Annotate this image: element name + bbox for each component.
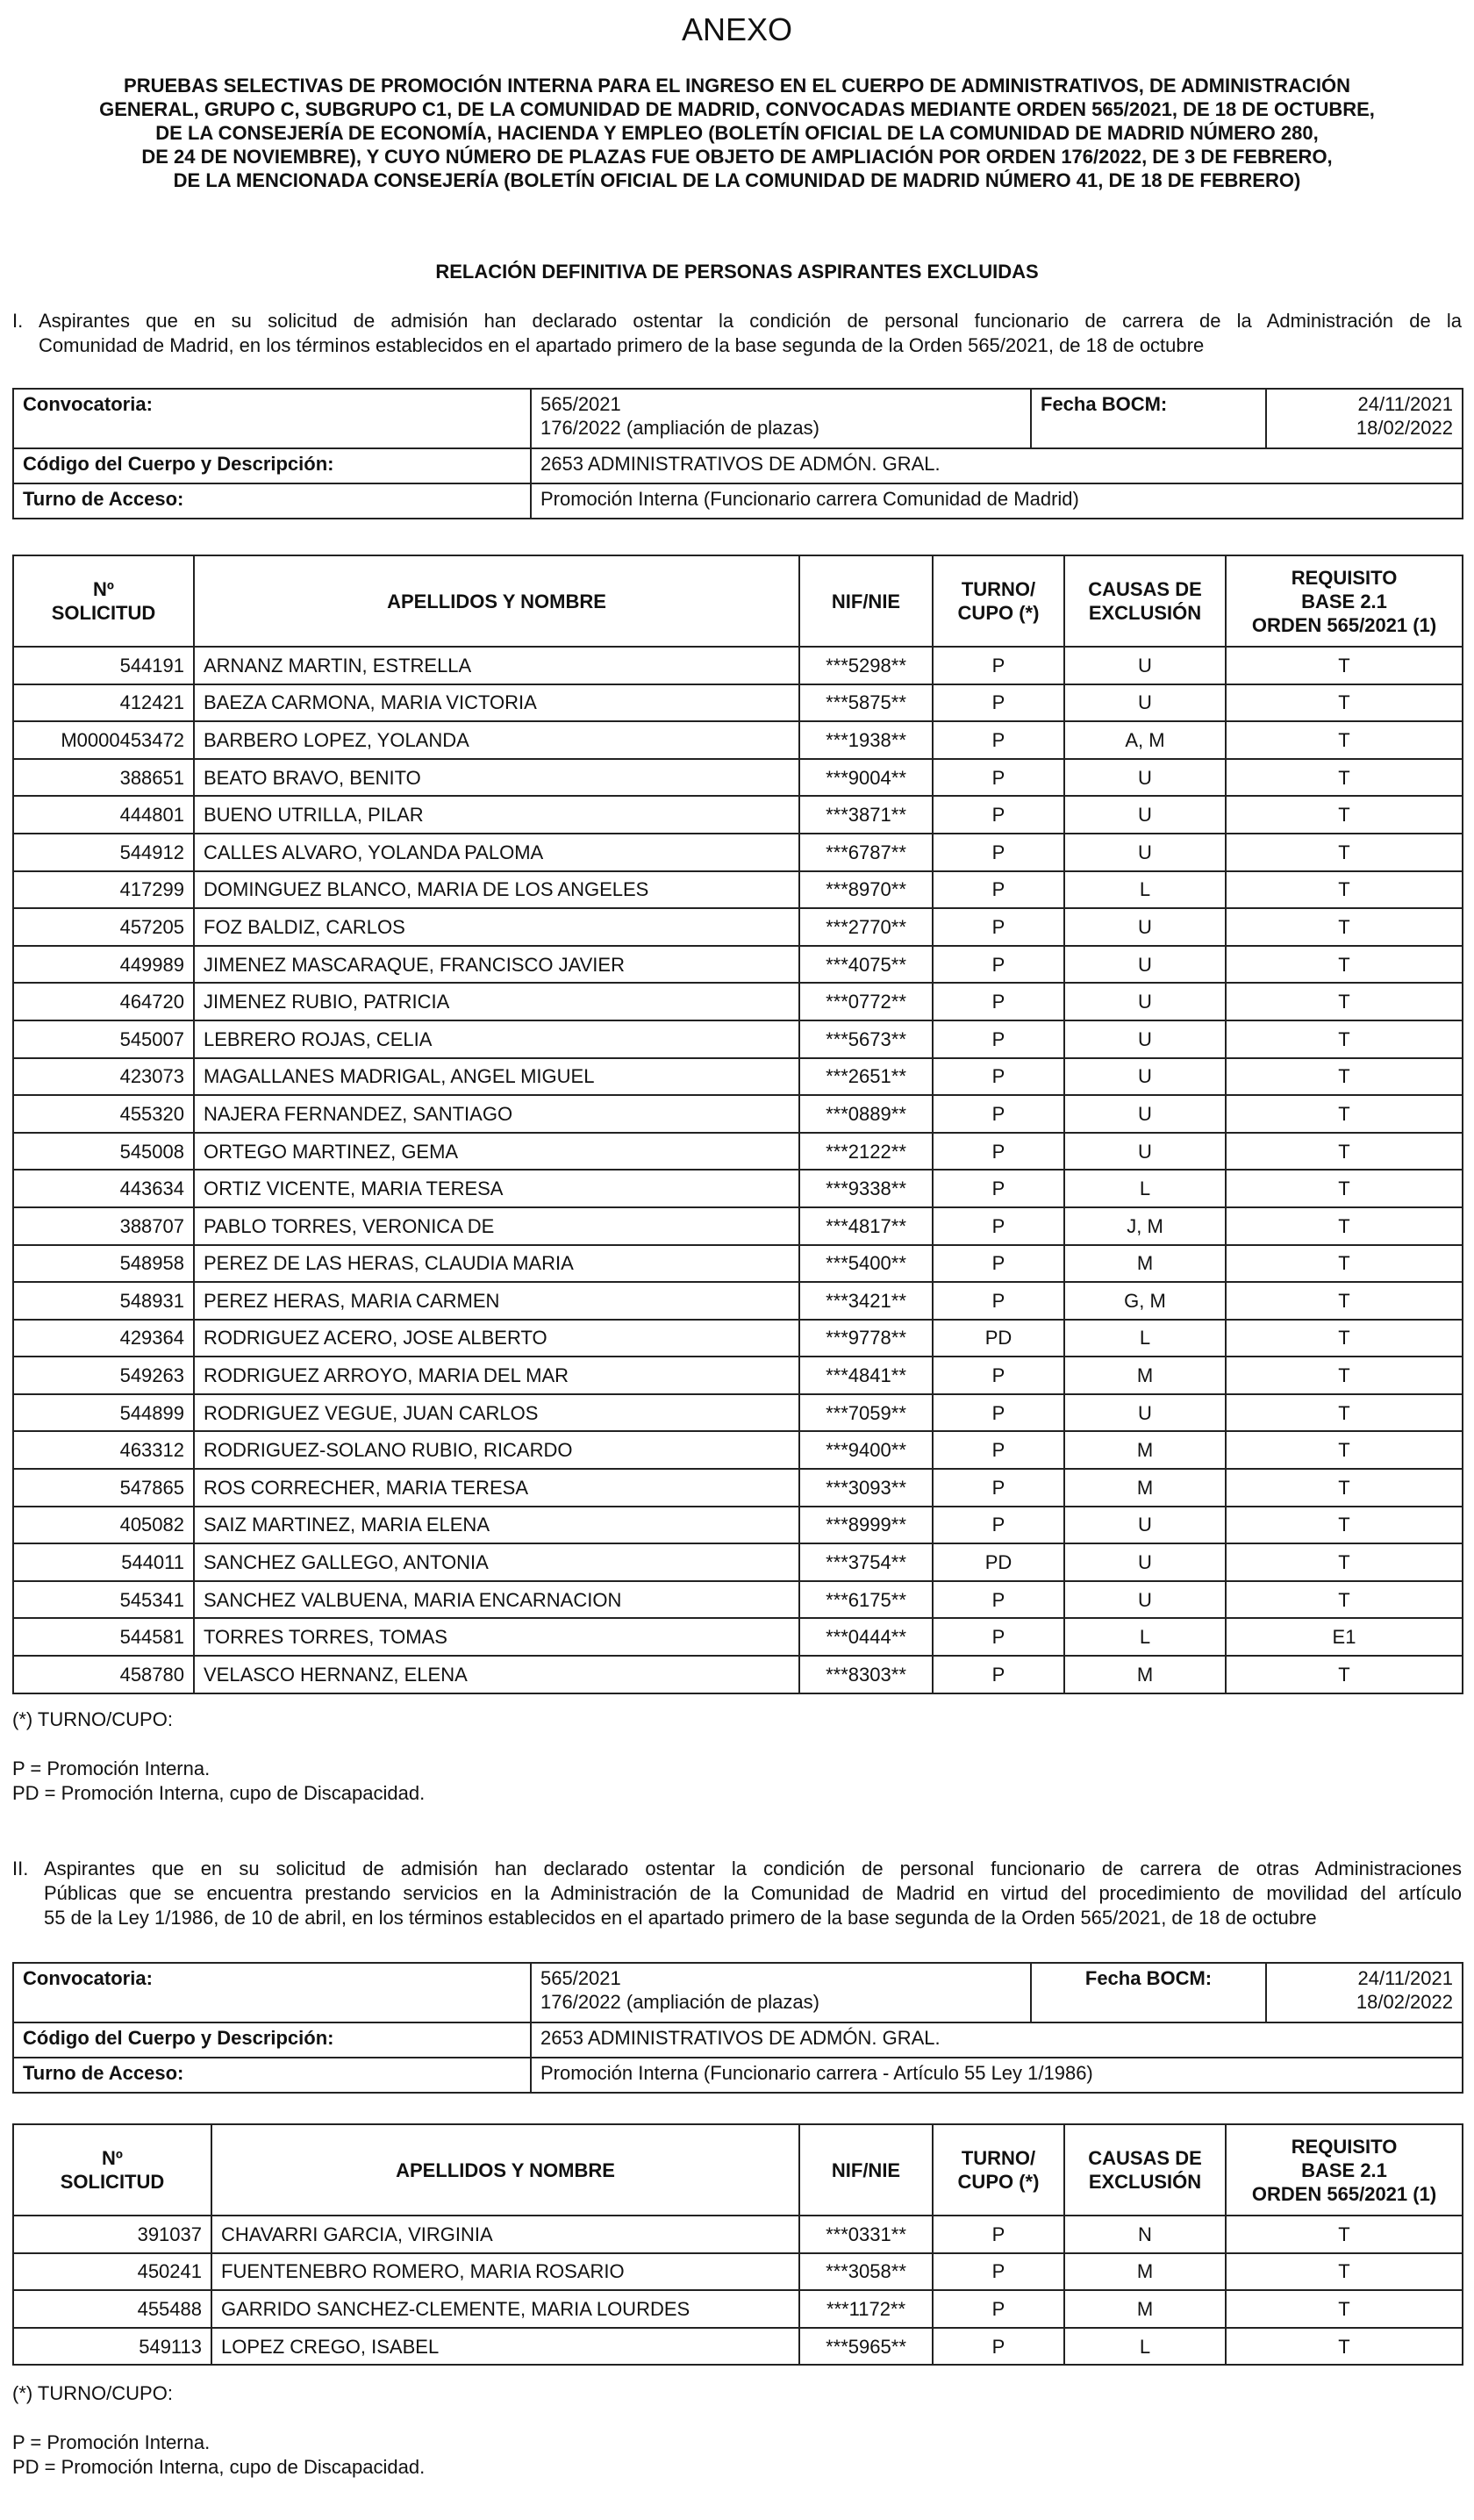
table-row — [13, 647, 1463, 684]
cell-solicitud: 423073 — [13, 1058, 194, 1096]
cell-turno: P — [933, 759, 1064, 797]
cell-nif: ***8999** — [799, 1507, 933, 1544]
cell-solicitud: 545008 — [13, 1133, 194, 1171]
cell-solicitud: 544011 — [13, 1543, 194, 1581]
cell-turno: P — [933, 1170, 1064, 1207]
fecha-line: 24/11/2021 — [1357, 1967, 1453, 1989]
cell-turno: P — [933, 1058, 1064, 1096]
cell-requisito: T — [1226, 1020, 1463, 1058]
cell-requisito: T — [1226, 871, 1463, 909]
list-subheading: RELACIÓN DEFINITIVA DE PERSONAS ASPIRANTES EXCLUIDAS — [435, 261, 1039, 283]
cell-solicitud: 412421 — [13, 684, 194, 722]
table-row — [13, 1431, 1463, 1469]
cell-causas: U — [1064, 834, 1226, 871]
cell-nombre: PEREZ HERAS, MARIA CARMEN — [194, 1282, 799, 1320]
cell-requisito: T — [1226, 759, 1463, 797]
cell-solicitud: 544912 — [13, 834, 194, 871]
codigo-value: 2653 ADMINISTRATIVOS DE ADMÓN. GRAL. — [531, 448, 1463, 483]
table-row — [13, 1170, 1463, 1207]
cell-solicitud: 544899 — [13, 1394, 194, 1432]
section-2-numeral: II. — [12, 1858, 29, 1879]
cell-solicitud: 449989 — [13, 946, 194, 984]
cell-nombre: LEBRERO ROJAS, CELIA — [194, 1020, 799, 1058]
turno-acceso-label: Turno de Acceso: — [13, 2058, 531, 2093]
p-definition: P = Promoción Interna. — [12, 2431, 211, 2453]
cell-solicitud: 544191 — [13, 647, 194, 684]
cell-requisito: T — [1226, 1282, 1463, 1320]
cell-nombre: TORRES TORRES, TOMAS — [194, 1618, 799, 1656]
table-row — [13, 2253, 1463, 2291]
section-1-info-table — [12, 388, 1463, 519]
cell-causas: U — [1064, 908, 1226, 946]
convocatoria-label: Convocatoria: — [13, 1963, 531, 2022]
section-2-intro — [12, 1857, 1462, 1930]
section-1-notes — [12, 1707, 425, 1806]
cell-nombre: PABLO TORRES, VERONICA DE — [194, 1207, 799, 1245]
cell-nif: ***3421** — [799, 1282, 933, 1320]
cell-nombre: SANCHEZ GALLEGO, ANTONIA — [194, 1543, 799, 1581]
cell-nombre: RODRIGUEZ ACERO, JOSE ALBERTO — [194, 1320, 799, 1357]
fecha-bocm-value — [1266, 389, 1463, 448]
cell-requisito: T — [1226, 721, 1463, 759]
cell-nombre: DOMINGUEZ BLANCO, MARIA DE LOS ANGELES — [194, 871, 799, 909]
cell-turno: P — [933, 1394, 1064, 1432]
cell-causas: U — [1064, 983, 1226, 1020]
cell-requisito: T — [1226, 2328, 1463, 2366]
cell-requisito: T — [1226, 1507, 1463, 1544]
cell-requisito: T — [1226, 1207, 1463, 1245]
cell-turno: P — [933, 2328, 1064, 2366]
cell-nif: ***2770** — [799, 908, 933, 946]
intro-line: Aspirantes que en su solicitud de admisión han declarado ostentar la condición de personal funcionario de carrera de la Administración de la — [39, 310, 1462, 332]
cell-causas: U — [1064, 796, 1226, 834]
cell-causas: U — [1064, 1095, 1226, 1133]
cell-causas: U — [1064, 1507, 1226, 1544]
cell-solicitud: 458780 — [13, 1656, 194, 1693]
cell-causas: U — [1064, 1581, 1226, 1619]
cell-requisito: T — [1226, 1543, 1463, 1581]
cell-requisito: T — [1226, 908, 1463, 946]
annex-title: ANEXO — [681, 11, 793, 47]
col-requisito: REQUISITO BASE 2.1 ORDEN 565/2021 (1) — [1226, 555, 1463, 647]
cell-nombre: MAGALLANES MADRIGAL, ANGEL MIGUEL — [194, 1058, 799, 1096]
cell-nif: ***0331** — [799, 2216, 933, 2253]
cell-nombre: JIMENEZ RUBIO, PATRICIA — [194, 983, 799, 1020]
fecha-bocm-label: Fecha BOCM: — [1031, 389, 1266, 448]
table-row — [13, 1020, 1463, 1058]
table-header-row — [13, 2124, 1463, 2216]
cell-nombre: CHAVARRI GARCIA, VIRGINIA — [211, 2216, 799, 2253]
table-row — [13, 1207, 1463, 1245]
cell-requisito: T — [1226, 1245, 1463, 1283]
cell-turno: P — [933, 2253, 1064, 2291]
col-nif: NIF/NIE — [799, 2124, 933, 2216]
cell-causas: U — [1064, 946, 1226, 984]
cell-turno: P — [933, 796, 1064, 834]
table-row — [13, 946, 1463, 984]
table-row — [13, 871, 1463, 909]
cell-nif: ***3058** — [799, 2253, 933, 2291]
cell-turno: PD — [933, 1320, 1064, 1357]
turno-note-title: (*) TURNO/CUPO: — [12, 2382, 173, 2404]
col-requisito: REQUISITO BASE 2.1 ORDEN 565/2021 (1) — [1226, 2124, 1463, 2216]
cell-causas: U — [1064, 759, 1226, 797]
cell-solicitud: 548931 — [13, 1282, 194, 1320]
turno-acceso-value: Promoción Interna (Funcionario carrera - Artículo 55 Ley 1/1986) — [531, 2058, 1463, 2093]
cell-requisito: T — [1226, 1431, 1463, 1469]
table-row — [13, 1058, 1463, 1096]
cell-nif: ***6175** — [799, 1581, 933, 1619]
cell-nif: ***5673** — [799, 1020, 933, 1058]
cell-turno: P — [933, 908, 1064, 946]
cell-nombre: FOZ BALDIZ, CARLOS — [194, 908, 799, 946]
cell-requisito: T — [1226, 1394, 1463, 1432]
table-row — [13, 721, 1463, 759]
cell-nombre: RODRIGUEZ ARROYO, MARIA DEL MAR — [194, 1357, 799, 1394]
cell-solicitud: 450241 — [13, 2253, 211, 2291]
convocatoria-label: Convocatoria: — [13, 389, 531, 448]
cell-turno: P — [933, 1095, 1064, 1133]
cell-solicitud: 388707 — [13, 1207, 194, 1245]
cell-nif: ***8303** — [799, 1656, 933, 1693]
col-causas: CAUSAS DE EXCLUSIÓN — [1064, 2124, 1226, 2216]
cell-nombre: BUENO UTRILLA, PILAR — [194, 796, 799, 834]
turno-acceso-label: Turno de Acceso: — [13, 483, 531, 519]
section-1-numeral: I. — [12, 310, 24, 332]
cell-causas: U — [1064, 1543, 1226, 1581]
cell-solicitud: 549113 — [13, 2328, 211, 2366]
cell-nombre: VELASCO HERNANZ, ELENA — [194, 1656, 799, 1693]
cell-causas: A, M — [1064, 721, 1226, 759]
section-2-info-table — [12, 1962, 1463, 2094]
cell-solicitud: 429364 — [13, 1320, 194, 1357]
cell-solicitud: 455488 — [13, 2290, 211, 2328]
cell-nif: ***7059** — [799, 1394, 933, 1432]
cell-turno: P — [933, 647, 1064, 684]
cell-nombre: SANCHEZ VALBUENA, MARIA ENCARNACION — [194, 1581, 799, 1619]
cell-causas: U — [1064, 1058, 1226, 1096]
cell-nombre: PEREZ DE LAS HERAS, CLAUDIA MARIA — [194, 1245, 799, 1283]
col-causas: CAUSAS DE EXCLUSIÓN — [1064, 555, 1226, 647]
cell-solicitud: 545007 — [13, 1020, 194, 1058]
cell-turno: P — [933, 1618, 1064, 1656]
cell-nombre: FUENTENEBRO ROMERO, MARIA ROSARIO — [211, 2253, 799, 2291]
table-row — [13, 684, 1463, 722]
cell-requisito: T — [1226, 1058, 1463, 1096]
turno-acceso-value: Promoción Interna (Funcionario carrera Comunidad de Madrid) — [531, 483, 1463, 519]
cell-causas: U — [1064, 647, 1226, 684]
cell-solicitud: 417299 — [13, 871, 194, 909]
cell-turno: P — [933, 2290, 1064, 2328]
table-row — [13, 2328, 1463, 2366]
cell-turno: P — [933, 1357, 1064, 1394]
pd-definition: PD = Promoción Interna, cupo de Discapacidad. — [12, 2456, 426, 2478]
cell-causas: L — [1064, 1170, 1226, 1207]
cell-requisito: T — [1226, 1656, 1463, 1693]
heading-line: DE LA MENCIONADA CONSEJERÍA (BOLETÍN OFICIAL DE LA COMUNIDAD DE MADRID NÚMERO 41, DE 18 DE FEBRERO) — [173, 169, 1301, 191]
cell-turno: P — [933, 1507, 1064, 1544]
cell-nif: ***1938** — [799, 721, 933, 759]
cell-nif: ***9778** — [799, 1320, 933, 1357]
intro-line: Aspirantes que en su solicitud de admisión han declarado ostentar la condición de personal funcionario de carrera de otras Administraciones — [44, 1858, 1462, 1879]
col-nombre: APELLIDOS Y NOMBRE — [194, 555, 799, 647]
cell-causas: L — [1064, 1320, 1226, 1357]
table-row — [13, 2290, 1463, 2328]
cell-turno: P — [933, 1581, 1064, 1619]
cell-causas: U — [1064, 1394, 1226, 1432]
cell-turno: P — [933, 946, 1064, 984]
cell-nif: ***0444** — [799, 1618, 933, 1656]
cell-requisito: T — [1226, 834, 1463, 871]
cell-nif: ***4075** — [799, 946, 933, 984]
cell-causas: M — [1064, 2290, 1226, 2328]
table-row — [13, 1095, 1463, 1133]
table-row — [13, 2216, 1463, 2253]
cell-nombre: BARBERO LOPEZ, YOLANDA — [194, 721, 799, 759]
codigo-value: 2653 ADMINISTRATIVOS DE ADMÓN. GRAL. — [531, 2022, 1463, 2058]
cell-nombre: RODRIGUEZ-SOLANO RUBIO, RICARDO — [194, 1431, 799, 1469]
fecha-bocm-value — [1266, 1963, 1463, 2022]
codigo-label: Código del Cuerpo y Descripción: — [13, 2022, 531, 2058]
table-row — [13, 1469, 1463, 1507]
table-row — [13, 1543, 1463, 1581]
cell-solicitud: 547865 — [13, 1469, 194, 1507]
cell-solicitud: 544581 — [13, 1618, 194, 1656]
cell-nif: ***9400** — [799, 1431, 933, 1469]
cell-causas: L — [1064, 1618, 1226, 1656]
table-row — [13, 1656, 1463, 1693]
table-row — [13, 1507, 1463, 1544]
col-turno: TURNO/ CUPO (*) — [933, 555, 1064, 647]
cell-nombre: NAJERA FERNANDEZ, SANTIAGO — [194, 1095, 799, 1133]
cell-turno: P — [933, 834, 1064, 871]
col-solicitud: Nº SOLICITUD — [13, 555, 194, 647]
cell-turno: P — [933, 1656, 1064, 1693]
p-definition: P = Promoción Interna. — [12, 1758, 211, 1779]
cell-solicitud: 405082 — [13, 1507, 194, 1544]
fecha-line: 24/11/2021 — [1357, 393, 1453, 415]
col-solicitud: Nº SOLICITUD — [13, 2124, 211, 2216]
document-heading — [0, 74, 1474, 192]
convocatoria-line: 176/2022 (ampliación de plazas) — [540, 417, 819, 439]
table-row — [13, 1618, 1463, 1656]
table-row — [13, 1581, 1463, 1619]
cell-turno: PD — [933, 1543, 1064, 1581]
cell-causas: U — [1064, 684, 1226, 722]
cell-solicitud: 463312 — [13, 1431, 194, 1469]
cell-nombre: ORTIZ VICENTE, MARIA TERESA — [194, 1170, 799, 1207]
cell-causas: L — [1064, 2328, 1226, 2366]
turno-note-title: (*) TURNO/CUPO: — [12, 1708, 173, 1730]
cell-nif: ***3871** — [799, 796, 933, 834]
cell-solicitud: 464720 — [13, 983, 194, 1020]
cell-nif: ***0889** — [799, 1095, 933, 1133]
section-1-rows — [13, 647, 1463, 1693]
cell-solicitud: 444801 — [13, 796, 194, 834]
cell-turno: P — [933, 1469, 1064, 1507]
cell-nif: ***5400** — [799, 1245, 933, 1283]
pd-definition: PD = Promoción Interna, cupo de Discapacidad. — [12, 1782, 426, 1804]
intro-line: Públicas que se encuentra prestando servicios en la Administración de la Comunidad de Madrid en virtud del procedimiento de movilidad del artículo — [44, 1882, 1462, 1904]
col-nif: NIF/NIE — [799, 555, 933, 647]
cell-solicitud: 443634 — [13, 1170, 194, 1207]
cell-causas: M — [1064, 1469, 1226, 1507]
cell-causas: M — [1064, 1656, 1226, 1693]
cell-nif: ***5298** — [799, 647, 933, 684]
cell-causas: G, M — [1064, 1282, 1226, 1320]
table-row — [13, 1320, 1463, 1357]
cell-turno: P — [933, 1282, 1064, 1320]
cell-requisito: T — [1226, 684, 1463, 722]
cell-turno: P — [933, 1133, 1064, 1171]
section-1-excluded-table — [12, 555, 1463, 1694]
fecha-line: 18/02/2022 — [1356, 1991, 1453, 2013]
cell-nif: ***3754** — [799, 1543, 933, 1581]
cell-nif: ***1172** — [799, 2290, 933, 2328]
cell-causas: M — [1064, 1431, 1226, 1469]
cell-causas: U — [1064, 1020, 1226, 1058]
cell-requisito: T — [1226, 983, 1463, 1020]
cell-nombre: ROS CORRECHER, MARIA TERESA — [194, 1469, 799, 1507]
cell-requisito: T — [1226, 2216, 1463, 2253]
cell-nombre: CALLES ALVARO, YOLANDA PALOMA — [194, 834, 799, 871]
table-row — [13, 1357, 1463, 1394]
cell-requisito: T — [1226, 1170, 1463, 1207]
heading-line: PRUEBAS SELECTIVAS DE PROMOCIÓN INTERNA PARA EL INGRESO EN EL CUERPO DE ADMINISTRATIVOS, DE ADMINISTRACIÓN — [124, 75, 1350, 97]
table-row — [13, 1282, 1463, 1320]
convocatoria-line: 565/2021 — [540, 1967, 621, 1989]
heading-line: DE LA CONSEJERÍA DE ECONOMÍA, HACIENDA Y EMPLEO (BOLETÍN OFICIAL DE LA COMUNIDAD DE MADRID NÚMERO 280, — [155, 122, 1319, 144]
cell-solicitud: 545341 — [13, 1581, 194, 1619]
cell-nif: ***8970** — [799, 871, 933, 909]
cell-nombre: ARNANZ MARTIN, ESTRELLA — [194, 647, 799, 684]
cell-nif: ***5965** — [799, 2328, 933, 2366]
cell-nif: ***3093** — [799, 1469, 933, 1507]
cell-causas: M — [1064, 1357, 1226, 1394]
table-row — [13, 908, 1463, 946]
cell-requisito: T — [1226, 2290, 1463, 2328]
cell-turno: P — [933, 983, 1064, 1020]
cell-solicitud: 457205 — [13, 908, 194, 946]
table-row — [13, 759, 1463, 797]
heading-line: DE 24 DE NOVIEMBRE), Y CUYO NÚMERO DE PLAZAS FUE OBJETO DE AMPLIACIÓN POR ORDEN 176/2022, DE 3 DE FEBRERO, — [141, 146, 1333, 168]
cell-turno: P — [933, 2216, 1064, 2253]
codigo-label: Código del Cuerpo y Descripción: — [13, 448, 531, 483]
fecha-bocm-label: Fecha BOCM: — [1031, 1963, 1266, 2022]
cell-turno: P — [933, 721, 1064, 759]
table-header-row — [13, 555, 1463, 647]
cell-nombre: GARRIDO SANCHEZ-CLEMENTE, MARIA LOURDES — [211, 2290, 799, 2328]
cell-turno: P — [933, 1245, 1064, 1283]
convocatoria-line: 176/2022 (ampliación de plazas) — [540, 1991, 819, 2013]
cell-nombre: RODRIGUEZ VEGUE, JUAN CARLOS — [194, 1394, 799, 1432]
cell-turno: P — [933, 1207, 1064, 1245]
cell-causas: M — [1064, 1245, 1226, 1283]
col-nombre: APELLIDOS Y NOMBRE — [211, 2124, 799, 2216]
cell-nombre: BEATO BRAVO, BENITO — [194, 759, 799, 797]
cell-solicitud: M0000453472 — [13, 721, 194, 759]
table-row — [13, 1245, 1463, 1283]
cell-causas: U — [1064, 1133, 1226, 1171]
cell-nif: ***5875** — [799, 684, 933, 722]
cell-solicitud: 548958 — [13, 1245, 194, 1283]
cell-requisito: E1 — [1226, 1618, 1463, 1656]
cell-solicitud: 391037 — [13, 2216, 211, 2253]
cell-requisito: T — [1226, 1357, 1463, 1394]
intro-line: Comunidad de Madrid, en los términos establecidos en el apartado primero de la base segunda de la Orden 565/2021, de 18 de octubre — [39, 334, 1205, 356]
cell-requisito: T — [1226, 1320, 1463, 1357]
cell-turno: P — [933, 871, 1064, 909]
cell-causas: L — [1064, 871, 1226, 909]
convocatoria-value — [531, 1963, 1031, 2022]
cell-requisito: T — [1226, 1133, 1463, 1171]
section-2-rows — [13, 2216, 1463, 2365]
cell-nombre: ORTEGO MARTINEZ, GEMA — [194, 1133, 799, 1171]
cell-nif: ***4817** — [799, 1207, 933, 1245]
table-row — [13, 1394, 1463, 1432]
cell-causas: J, M — [1064, 1207, 1226, 1245]
cell-requisito: T — [1226, 946, 1463, 984]
cell-requisito: T — [1226, 1095, 1463, 1133]
table-row — [13, 983, 1463, 1020]
cell-solicitud: 388651 — [13, 759, 194, 797]
cell-turno: P — [933, 684, 1064, 722]
cell-requisito: T — [1226, 796, 1463, 834]
section-2-notes — [12, 2381, 425, 2480]
cell-nif: ***9338** — [799, 1170, 933, 1207]
cell-nombre: JIMENEZ MASCARAQUE, FRANCISCO JAVIER — [194, 946, 799, 984]
cell-nif: ***4841** — [799, 1357, 933, 1394]
cell-nombre: LOPEZ CREGO, ISABEL — [211, 2328, 799, 2366]
cell-nif: ***2122** — [799, 1133, 933, 1171]
convocatoria-value — [531, 389, 1031, 448]
heading-line: GENERAL, GRUPO C, SUBGRUPO C1, DE LA COMUNIDAD DE MADRID, CONVOCADAS MEDIANTE ORDEN 565/2021, DE 18 DE OCTUBRE, — [99, 98, 1375, 120]
cell-nif: ***6787** — [799, 834, 933, 871]
cell-causas: N — [1064, 2216, 1226, 2253]
cell-turno: P — [933, 1431, 1064, 1469]
cell-requisito: T — [1226, 1581, 1463, 1619]
cell-solicitud: 549263 — [13, 1357, 194, 1394]
convocatoria-line: 565/2021 — [540, 393, 621, 415]
cell-requisito: T — [1226, 2253, 1463, 2291]
cell-nif: ***0772** — [799, 983, 933, 1020]
section-1-intro — [12, 309, 1462, 358]
intro-line: 55 de la Ley 1/1986, de 10 de abril, en los términos establecidos en el apartado primero de la base segunda de la Orden 565/2021, de 18 de octubre — [44, 1907, 1317, 1929]
table-row — [13, 834, 1463, 871]
cell-nif: ***2651** — [799, 1058, 933, 1096]
cell-requisito: T — [1226, 647, 1463, 684]
fecha-line: 18/02/2022 — [1356, 417, 1453, 439]
cell-causas: M — [1064, 2253, 1226, 2291]
cell-requisito: T — [1226, 1469, 1463, 1507]
section-2-excluded-table — [12, 2123, 1463, 2366]
cell-nombre: BAEZA CARMONA, MARIA VICTORIA — [194, 684, 799, 722]
cell-solicitud: 455320 — [13, 1095, 194, 1133]
cell-nif: ***9004** — [799, 759, 933, 797]
cell-turno: P — [933, 1020, 1064, 1058]
col-turno: TURNO/ CUPO (*) — [933, 2124, 1064, 2216]
cell-nombre: SAIZ MARTINEZ, MARIA ELENA — [194, 1507, 799, 1544]
table-row — [13, 796, 1463, 834]
table-row — [13, 1133, 1463, 1171]
